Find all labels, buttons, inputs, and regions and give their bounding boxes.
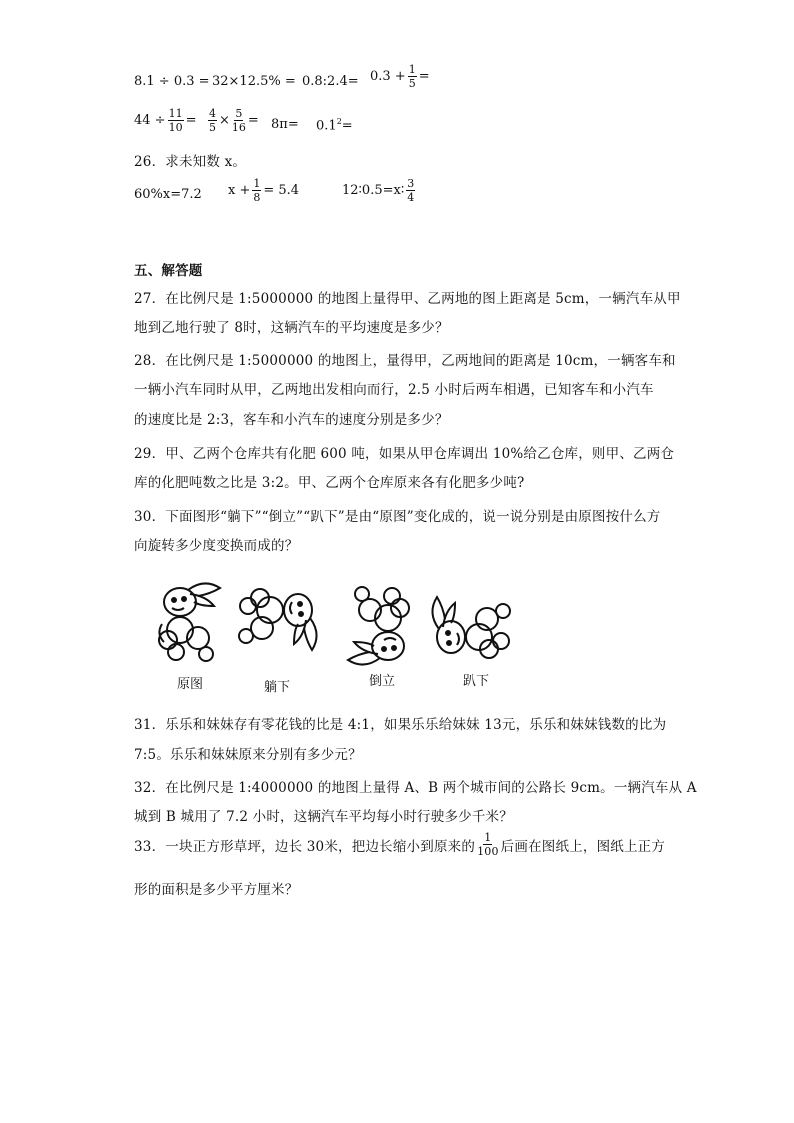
fraction: $\frac{4}{5}$ xyxy=(209,107,216,134)
calc-expr: 8.1 ÷ 0.3 = xyxy=(134,74,210,89)
question-27-line: 地到乙地行驶了 8时，这辆汽车的平均速度是多少？ xyxy=(134,320,449,336)
question-30-line: 向旋转多少度变换而成的？ xyxy=(134,538,299,554)
expr-text: 0.3 + xyxy=(370,69,406,84)
figure-caption: 躺下 xyxy=(264,680,291,695)
fraction: $\frac{5}{16}$ xyxy=(231,107,246,134)
question-31-line: 31．乐乐和妹妹存有零花钱的比是 4:1，如果乐乐给妹妹 13元，乐乐和妹妹钱数的比为 xyxy=(134,717,667,733)
question-32-line: 32．在比例尺是 1:4000000 的地图上量得 A、B 两个城市间的公路长 9cm。一辆汽车从 A xyxy=(134,780,697,796)
calc-expr: $\frac{4}{5}$ × $\frac{5}{16}$ = xyxy=(209,107,259,134)
question-28-line: 28．在比例尺是 1:5000000 的地图上，量得甲，乙两地间的距离是 10cm，一辆客车和 xyxy=(134,353,676,369)
question-32-line: 城到 B 城用了 7.2 小时，这辆汽车平均每小时行驶多少千米？ xyxy=(134,809,513,825)
question-26-equations xyxy=(134,178,434,212)
rabbit-original-figure xyxy=(154,580,232,662)
calc-expr xyxy=(370,64,430,89)
calc-expr: 0.8:2.4= xyxy=(302,74,359,89)
equation: x + $\frac{1}{8}$ = 5.4 xyxy=(228,177,300,204)
calc-row-2 xyxy=(134,108,454,142)
equation: 12∶0.5=x∶ $\frac{3}{4}$ xyxy=(342,177,415,204)
question-29-line: 库的化肥吨数之比是 3:2。甲、乙两个仓库原来各有化肥多少吨? xyxy=(134,475,525,491)
fraction: $\frac{1}{8}$ xyxy=(253,177,261,204)
fraction: $\frac{1}{5}$ xyxy=(408,63,416,90)
fraction: $\frac{11}{10}$ xyxy=(168,107,183,134)
rabbit-lying-figure xyxy=(236,584,322,666)
figure-caption: 趴下 xyxy=(463,674,490,689)
question-26-title: 26．求未知数 x。 xyxy=(134,154,247,170)
calc-expr: 32×12.5% = xyxy=(212,74,296,89)
equation: 60%x=7.2 xyxy=(134,187,202,202)
calc-expr: 44 ÷ $\frac{11}{10}$ = xyxy=(134,107,197,134)
figure-caption: 原图 xyxy=(177,677,204,692)
fraction: $\frac{1}{100}$ xyxy=(477,831,499,858)
figure-caption: 倒立 xyxy=(369,674,396,689)
question-28-line: 一辆小汽车同时从甲，乙两地出发相向而行，2.5 小时后两车相遇，已知客车和小汽车 xyxy=(134,382,654,398)
question-33-line: 形的面积是多少平方厘米？ xyxy=(134,882,299,898)
question-27-line: 27．在比例尺是 1:5000000 的地图上量得甲、乙两地的图上距离是 5cm，一辆汽车从甲 xyxy=(134,291,681,307)
calc-expr: $0.1^2=$ xyxy=(316,117,353,134)
fraction: $\frac{3}{4}$ xyxy=(407,177,415,204)
rabbit-inverted-figure xyxy=(334,584,414,668)
question-33-line: 33．一块正方形草坪，边长 30米，把边长缩小到原来的 $\frac{1}{100}$ 后画在图纸上，图纸上正方 xyxy=(134,831,666,858)
question-28-line: 的速度比是 2:3，客车和小汽车的速度分别是多少？ xyxy=(134,412,449,428)
calc-expr: 8π= xyxy=(271,117,299,132)
expr-text: = xyxy=(418,69,430,84)
section-heading: 五、解答题 xyxy=(134,263,203,279)
calc-row-1 xyxy=(134,63,454,94)
question-30-line: 30．下面图形“躺下”“倒立”“趴下”是由“原图”变化成的，说一说分别是由原图按什么方 xyxy=(134,509,661,525)
question-29-line: 29．甲、乙两个仓库共有化肥 600 吨，如果从甲仓库调出 10%给乙仓库，则甲、乙两仓 xyxy=(134,446,675,462)
question-31-line: 7:5。乐乐和妹妹原来分别有多少元？ xyxy=(134,747,362,763)
rabbit-prone-figure xyxy=(426,582,512,662)
